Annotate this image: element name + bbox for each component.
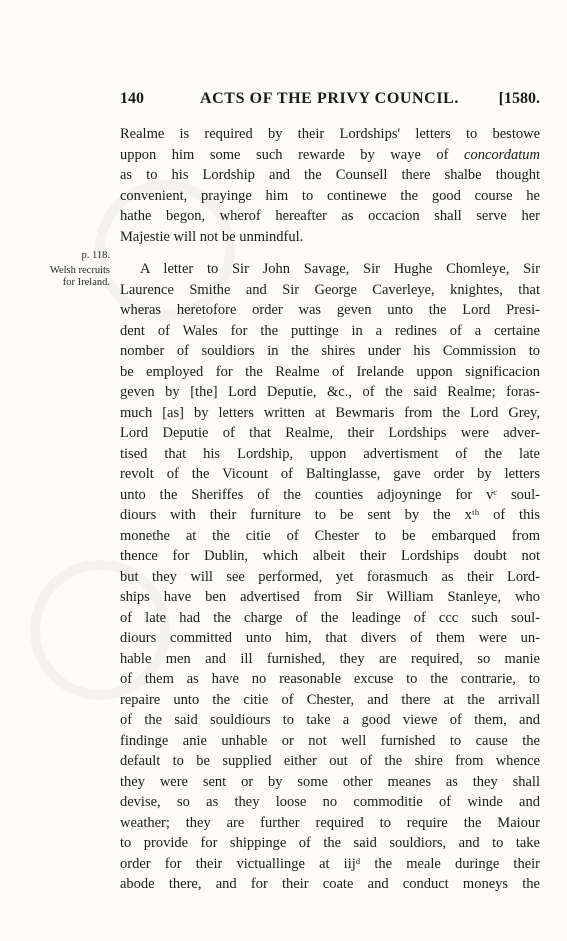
text-line: diours with their furniture to be sent by the xᵗʰ of this xyxy=(120,507,540,523)
text-line: they were sent or by some other meanes as they shall xyxy=(120,773,540,790)
running-title: ACTS OF THE PRIVY COUNCIL. xyxy=(200,90,460,107)
margin-note-line: Welsh recruits xyxy=(49,265,110,276)
text-line: Majestie will not be unmindful. xyxy=(120,228,304,245)
text-line: order for their victuallinge at iijᵈ the meale duringe their xyxy=(120,855,540,872)
text-line: of the said souldiours to take a good viewe of them, and xyxy=(120,712,540,728)
text-line: be employed for the Realme of Irelande uppon significacion xyxy=(120,363,540,380)
text-line: dent of Wales for the puttinge in a redines of a certaine xyxy=(120,322,540,339)
text-line: revolt of the Vicount of Baltinglasse, gave order by letters xyxy=(120,466,540,482)
text-line: devise, so as they loose no commoditie of winde and xyxy=(120,794,540,810)
text-span: uppon him some such rewarde by waye of concordatum xyxy=(120,146,540,163)
text-line: monethe at the citie of Chester to be embarqued from xyxy=(120,527,540,544)
text-line: A letter to Sir John Savage, Sir Hughe Chomleye, Sir xyxy=(140,261,540,277)
text-line: Laurence Smithe and Sir George Caverleye, knightes, that xyxy=(120,281,540,298)
margin-note-line: for Ireland. xyxy=(62,277,110,288)
text-line: tised that his Lordship, uppon advertisment of the late xyxy=(120,445,540,462)
paragraph-letter xyxy=(120,259,540,895)
year-marker: [1580. xyxy=(498,90,540,107)
text-line: hable men and ill furnished, they are required, so manie xyxy=(120,650,540,667)
text-line: as to his Lordship and the Counsell there shalbe thought xyxy=(120,167,540,183)
text-line: abode there, and for their coate and conduct moneys the xyxy=(120,876,540,892)
text-line: convenient, prayinge him to continewe the good course he xyxy=(120,187,540,204)
text-line: but they will see performed, yet forasmuch as their Lord- xyxy=(120,568,540,585)
latin-term: concordatum xyxy=(464,146,540,163)
text-line: hathe begon, wherof hereafter as occacion shall serve her xyxy=(120,208,540,224)
body-text xyxy=(120,124,540,895)
text-line: ships have ben advertised from Sir William Stanleye, who xyxy=(120,589,540,605)
text-line: geven by [the] Lord Deputie, &c., of the said Realme; foras- xyxy=(120,384,540,400)
text-line: unto the Sheriffes of the counties adjoyninge for vᶜ soul- xyxy=(120,486,540,503)
text-line: Realme is required by their Lordships' letters to bestowe xyxy=(120,126,540,142)
paragraph-continuation xyxy=(120,124,540,247)
text-line: of late had the charge of the leadinge of ccc such soul- xyxy=(120,609,540,626)
text-line: thence for Dublin, which albeit their Lordships doubt not xyxy=(120,548,540,564)
text-line: repaire unto the citie of Chester, and there at the arrivall xyxy=(120,691,540,708)
text-line xyxy=(120,145,540,166)
text-line: weather; they are further required to require the Maiour xyxy=(120,814,540,831)
margin-note xyxy=(30,265,110,289)
text-line: much [as] by letters written at Bewmaris from the Lord Grey, xyxy=(120,404,540,421)
text-line: findinge anie unhable or not well furnished to cause the xyxy=(120,732,540,749)
page-number: 140 xyxy=(120,90,144,107)
text-line: Lord Deputie of that Realme, their Lordships were adver- xyxy=(120,425,540,441)
text-line: default to be supplied either out of the shire from whence xyxy=(120,753,540,769)
text-line: nomber of souldiors in the shires under his Commission to xyxy=(120,343,540,359)
page-reference xyxy=(40,250,110,262)
page-header xyxy=(120,90,540,110)
text-line: wheras heretofore order was geven unto the Lord Presi- xyxy=(120,302,540,318)
text-line: of them as have no reasonable excuse to the contrarie, to xyxy=(120,671,540,687)
page-reference-text: p. 118. xyxy=(81,250,110,261)
paragraph-gap xyxy=(120,247,540,259)
text-line: to provide for shippinge of the said souldiors, and to take xyxy=(120,835,540,851)
text-line: diours committed unto him, that divers of them were un- xyxy=(120,630,540,646)
